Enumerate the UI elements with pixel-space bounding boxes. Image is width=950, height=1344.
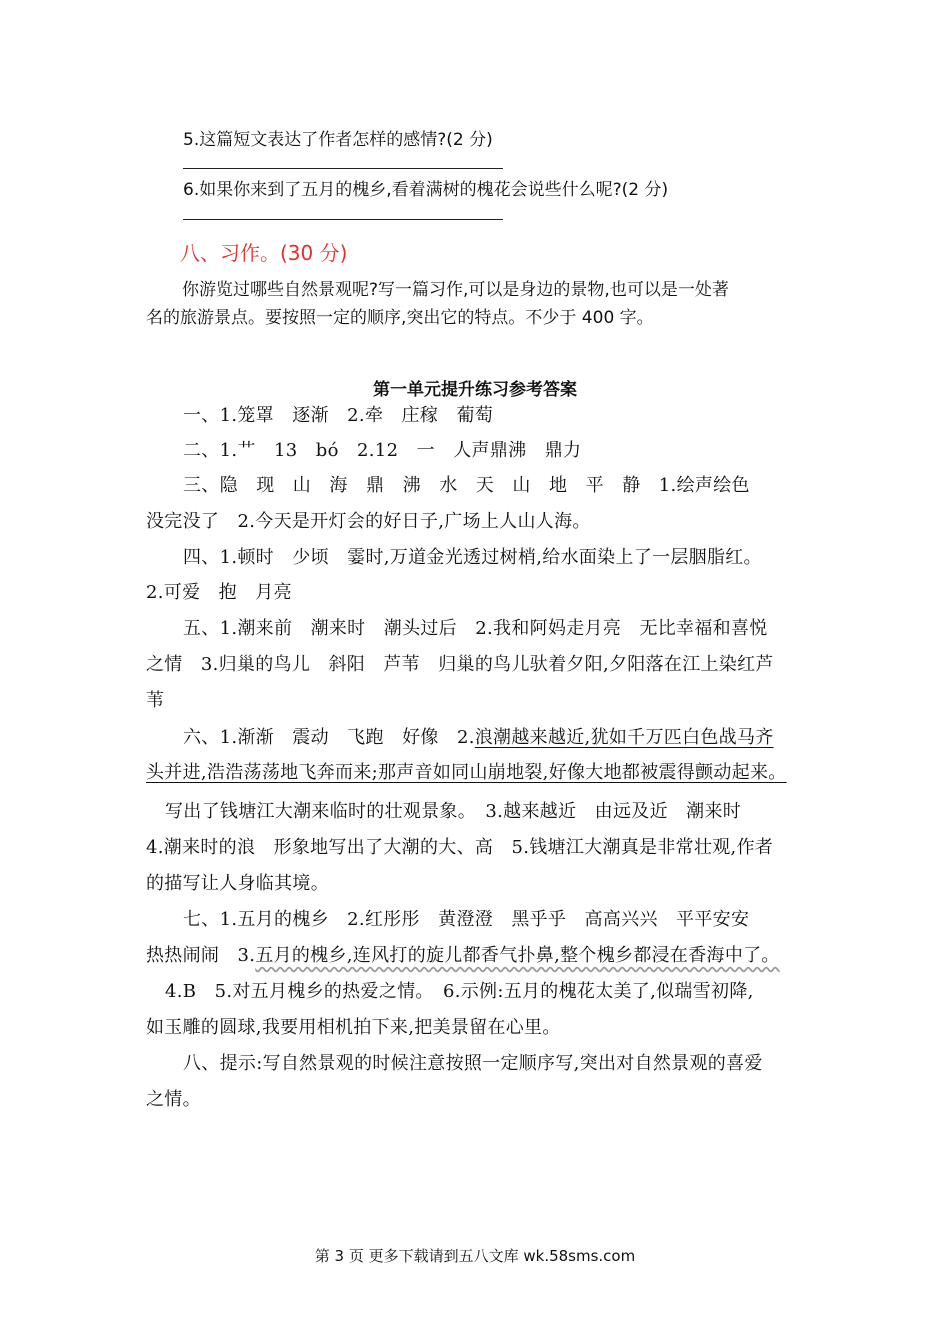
answer-line: 苇 — [146, 690, 165, 711]
answer-blank-6 — [183, 219, 503, 220]
answer-text: 六、1.渐渐 震动 飞跑 好像 2. — [183, 727, 475, 748]
answer-line: 写出了钱塘江大潮来临时的壮观景象。 3.越来越近 由远及近 潮来时 — [165, 801, 742, 822]
answer-line: 4.B 5.对五月槐乡的热爱之情。 6.示例:五月的槐花太美了,似瑞雪初降, — [165, 981, 754, 1002]
answer-line — [183, 723, 774, 749]
answer-line: 的描写让人身临其境。 — [146, 873, 329, 894]
answer-text: 热热闹闹 3. — [146, 945, 256, 966]
underlined-answer-text: 浪潮越来越近,犹如千万匹白色战马齐 — [474, 727, 774, 748]
writing-prompt-line-1: 你游览过哪些自然景观呢?写一篇习作,可以是身边的景物,也可以是一处著 — [182, 280, 729, 300]
answer-line: 如玉雕的圆球,我要用相机拍下来,把美景留在心里。 — [146, 1017, 561, 1038]
answer-line: 二、1.艹 13 bó 2.12 一 人声鼎沸 鼎力 — [183, 440, 582, 461]
answer-blank-5 — [183, 168, 503, 169]
section-8-heading: 八、习作。(30 分) — [180, 241, 348, 265]
writing-prompt-line-2: 名的旅游景点。要按照一定的顺序,突出它的特点。不少于 400 字。 — [146, 308, 654, 328]
answer-line: 4.潮来时的浪 形象地写出了大潮的大、高 5.钱塘江大潮真是非常壮观,作者 — [146, 837, 774, 858]
wavy-underlined-answer-text: 五月的槐乡,连风打的旋儿都香气扑鼻,整个槐乡都浸在香海中了。 — [255, 945, 780, 966]
answer-line: 八、提示:写自然景观的时候注意按照一定顺序写,突出对自然景观的喜爱 — [183, 1053, 763, 1074]
underlined-answer-line: 头并进,浩浩荡荡地飞奔而来;那声音如同山崩地裂,好像大地都被震得颤动起来。 — [146, 762, 787, 783]
question-6: 6.如果你来到了五月的槐乡,看着满树的槐花会说些什么呢?(2 分) — [183, 180, 669, 200]
answer-line — [146, 941, 780, 967]
answer-line: 之情。 — [146, 1089, 201, 1110]
question-5: 5.这篇短文表达了作者怎样的感情?(2 分) — [183, 130, 493, 150]
answer-line: 2.可爱 抱 月亮 — [146, 582, 292, 603]
answer-line: 七、1.五月的槐乡 2.红彤彤 黄澄澄 黑乎乎 高高兴兴 平平安安 — [183, 909, 750, 930]
answer-line: 一、1.笼罩 逐渐 2.牵 庄稼 葡萄 — [183, 405, 494, 426]
answer-line: 四、1.顿时 少顷 霎时,万道金光透过树梢,给水面染上了一层胭脂红。 — [183, 547, 762, 568]
answer-line: 之情 3.归巢的鸟儿 斜阳 芦苇 归巢的鸟儿驮着夕阳,夕阳落在江上染红芦 — [146, 654, 774, 675]
answer-line: 没完没了 2.今天是开灯会的好日子,广场上人山人海。 — [146, 511, 591, 532]
answer-key-title: 第一单元提升练习参考答案 — [373, 380, 577, 400]
answer-line: 三、隐 现 山 海 鼎 沸 水 天 山 地 平 静 1.绘声绘色 — [183, 475, 750, 496]
answer-line: 五、1.潮来前 潮来时 潮头过后 2.我和阿妈走月亮 无比幸福和喜悦 — [183, 618, 768, 639]
page-footer: 第 3 页 更多下载请到五八文库 wk.58sms.com — [314, 1247, 636, 1265]
